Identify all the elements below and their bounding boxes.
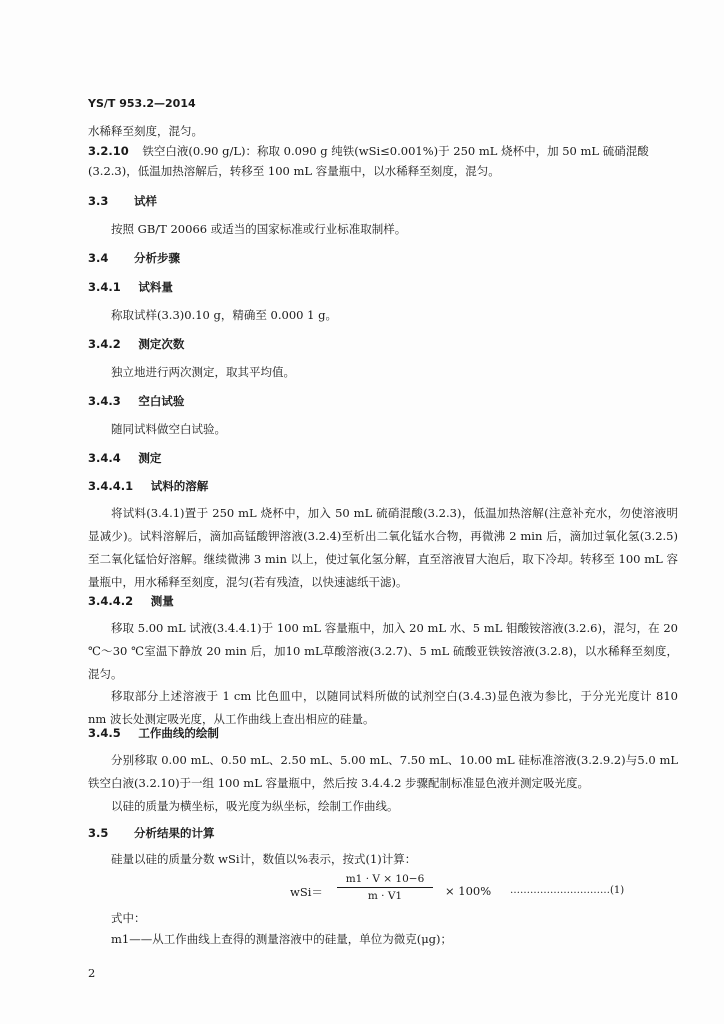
- standard-code: YS/T 953.2—2014: [88, 97, 196, 110]
- heading-number: 3.5: [88, 826, 109, 840]
- page-number: 2: [88, 966, 96, 980]
- formula-numerator: m1 · V × 10−6: [345, 873, 425, 885]
- heading-3-4: [88, 250, 180, 266]
- heading-title: 测定: [138, 451, 162, 465]
- paragraph: 将试料(3.4.1)置于 250 mL 烧杯中，加入 50 mL 硫硝混酸(3.2.3)，低温加热溶解(注意补充水，勿使溶液明显减少)。试料溶解后，滴加高锰酸钾溶液(3.2.4)至析出二氧化锰水合物，再微沸 2 min 后，滴加过氧化氢(3.2.5)至二氧化锰恰好溶解。继续微沸 3 min 以上，使过氧化氢分解，直至溶液冒大泡后，取下冷却。转移至 100 mL 容量瓶中，用水稀释至刻度，混匀(若有残渣，以快速滤纸干滤)。: [88, 506, 678, 589]
- paragraph: 移取部分上述溶液于 1 cm 比色皿中，以随同试料所做的试剂空白(3.4.3)显色液为参比，于分光光度计 810 nm 波长处测定吸光度，从工作曲线上查出相应的硅量。: [88, 689, 678, 726]
- text-line: 独立地进行两次测定，取其平均值。: [111, 365, 295, 379]
- text-line: 式中：: [111, 911, 146, 925]
- paragraph: 分别移取 0.00 mL、0.50 mL、2.50 mL、5.00 mL、7.50 mL、10.00 mL 硅标准溶液(3.2.9.2)与5.0 mL 铁空白液(3.2.10)于一组 100 mL 容量瓶中，然后按 3.4.4.2 步骤配制标准显色液并测定吸光度。: [88, 753, 678, 790]
- heading-3-4-4: [88, 450, 161, 466]
- text-line: 称取试样(3.3)0.10 g，精确至 0.000 1 g。: [111, 308, 337, 322]
- heading-number: 3.4.3: [88, 394, 121, 408]
- paragraph: 以硅的质量为横坐标，吸光度为纵坐标，绘制工作曲线。: [111, 799, 399, 813]
- text-line: 随同试料做空白试验。: [111, 422, 226, 436]
- formula-tail: × 100%: [445, 884, 492, 898]
- paragraph: 移取 5.00 mL 试液(3.4.4.1)于 100 mL 容量瓶中，加入 20 mL 水、5 mL 钼酸铵溶液(3.2.6)，混匀，在 20 ℃～30 ℃室温下静放 20 min 后，加10 mL草酸溶液(3.2.7)、5 mL 硫酸亚铁铵溶液(3.2.8)，以水稀释至刻度，混匀。: [88, 621, 678, 681]
- formula-lhs: wSi＝: [290, 885, 323, 899]
- fraction-bar: [337, 887, 433, 888]
- heading-number: 3.4.4.2: [88, 594, 134, 608]
- formula-denominator: m · V1: [367, 890, 403, 902]
- clause-text: 铁空白液(0.90 g/L)：称取 0.090 g 纯铁(wSi≤0.001%)于 250 mL 烧杯中，加 50 mL 硫硝混酸: [142, 144, 649, 158]
- clause-number: 3.2.10: [88, 144, 129, 158]
- heading-title: 分析结果的计算: [134, 826, 215, 840]
- heading-3-4-3: [88, 393, 184, 409]
- heading-title: 测量: [150, 594, 174, 608]
- heading-number: 3.3: [88, 194, 109, 208]
- formula-fraction: [330, 873, 440, 902]
- heading-number: 3.4.4.1: [88, 479, 134, 493]
- heading-number: 3.4.4: [88, 451, 121, 465]
- heading-title: 工作曲线的绘制: [138, 726, 219, 740]
- text-line: 水稀释至刻度，混匀。: [88, 124, 203, 138]
- variable-definition: m1——从工作曲线上查得的测量溶液中的硅量，单位为微克(μg)；: [111, 932, 453, 946]
- heading-title: 试料量: [138, 280, 173, 294]
- heading-3-4-4-2: [88, 593, 174, 609]
- clause-3-2-10: [88, 143, 649, 159]
- heading-title: 测定次数: [138, 337, 185, 351]
- text-line: 硅量以硅的质量分数 wSi计，数值以%表示，按式(1)计算：: [111, 852, 417, 866]
- heading-3-4-2: [88, 336, 184, 352]
- heading-title: 试料的溶解: [150, 479, 209, 493]
- heading-number: 3.4.1: [88, 280, 121, 294]
- formula-label: …………………………(1): [510, 885, 625, 896]
- text-line: 按照 GB/T 20066 或适当的国家标准或行业标准取制样。: [111, 222, 407, 236]
- heading-number: 3.4.5: [88, 726, 121, 740]
- heading-3-4-4-1: [88, 478, 208, 494]
- heading-title: 试样: [134, 194, 158, 208]
- heading-3-4-5: [88, 725, 219, 741]
- heading-title: 空白试验: [138, 394, 185, 408]
- heading-number: 3.4: [88, 251, 109, 265]
- text-line: (3.2.3)，低温加热溶解后，转移至 100 mL 容量瓶中，以水稀释至刻度，混匀。: [88, 164, 500, 178]
- heading-3-4-1: [88, 279, 173, 295]
- heading-3-3: [88, 193, 157, 209]
- heading-3-5: [88, 825, 215, 841]
- heading-number: 3.4.2: [88, 337, 121, 351]
- heading-title: 分析步骤: [134, 251, 181, 265]
